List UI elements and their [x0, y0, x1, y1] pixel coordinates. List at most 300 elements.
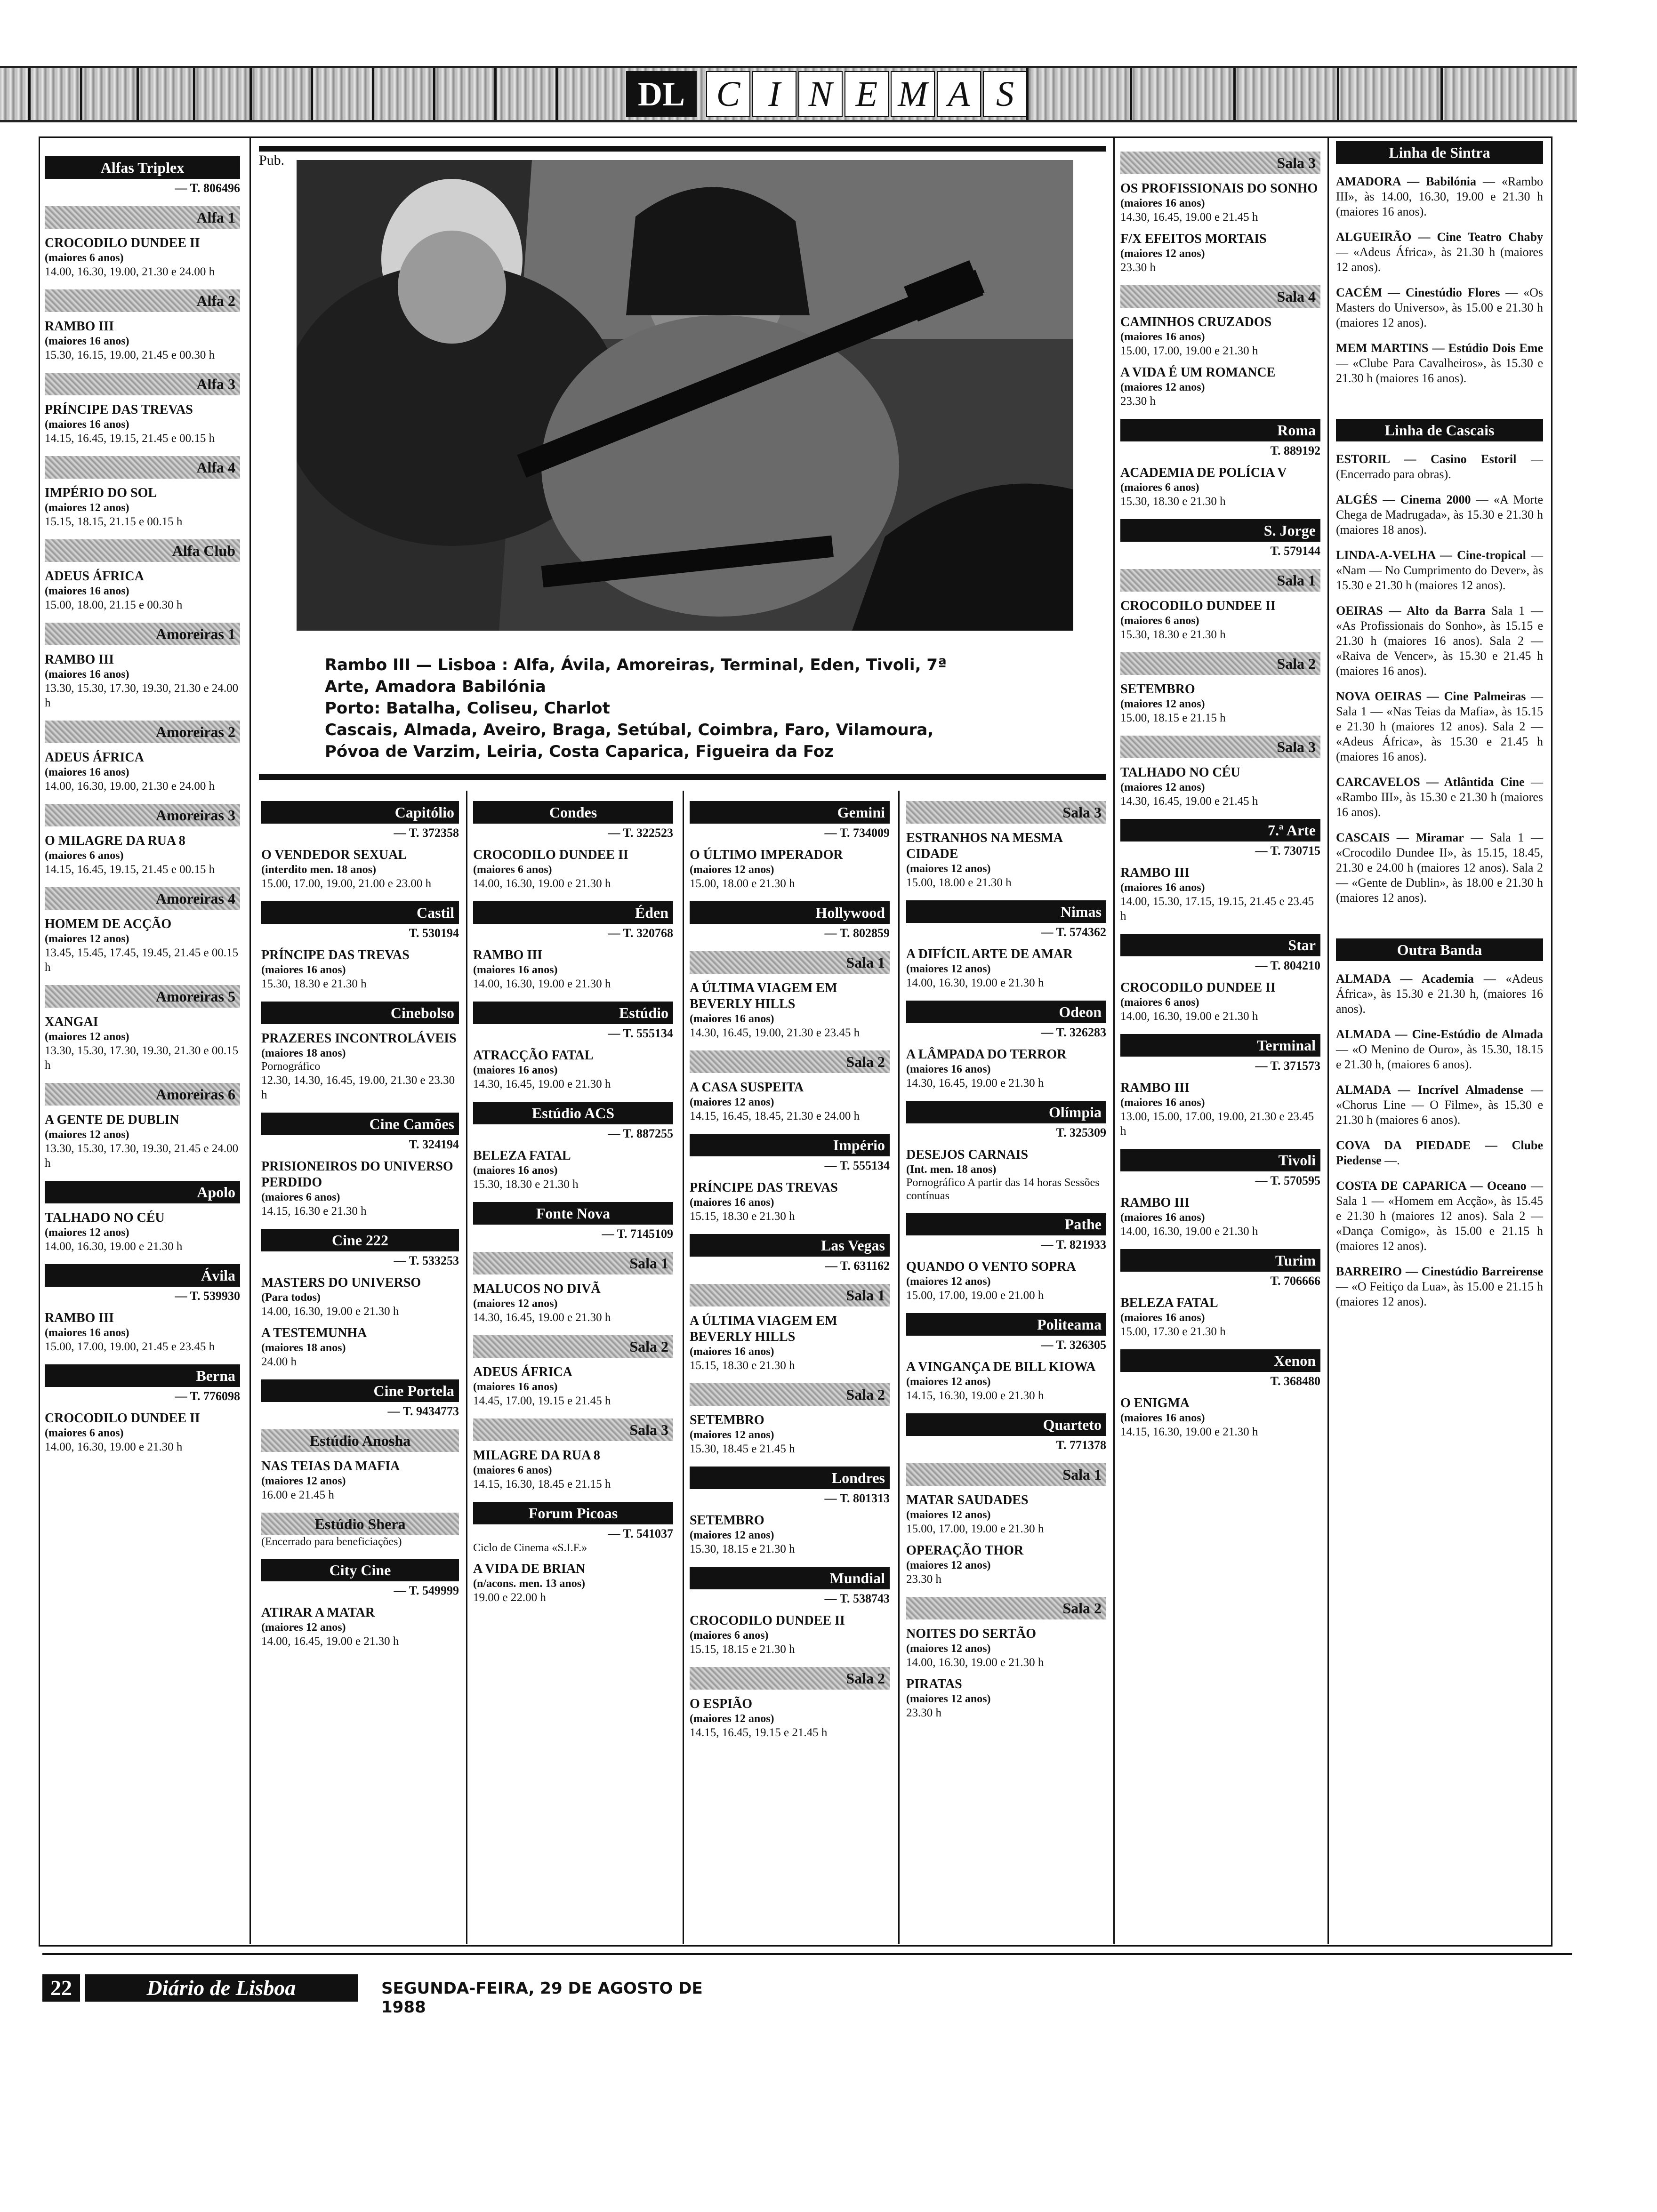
showtimes: 14.30, 16.45, 19.00, 21.30 e 23.45 h [690, 1026, 860, 1039]
rambo-promo [259, 141, 1106, 781]
venue-showing: — «Adeus África», às 21.30 h (maiores 12 anos). [1336, 245, 1543, 274]
section-letter: M [891, 71, 935, 117]
showtimes: 15.00, 18.00 e 21.30 h [690, 877, 795, 890]
cinema-phone: — T. 555134 [824, 1159, 890, 1172]
film-title: SETEMBRO [1120, 682, 1195, 697]
cinema-header: Forum Picoas [473, 1502, 673, 1524]
showtimes: 15.15, 18.15, 21.15 e 00.15 h [45, 515, 183, 528]
showtimes: 15.00, 18.15 e 21.15 h [1120, 712, 1226, 724]
film-title: OS PROFISSIONAIS DO SONHO [1120, 181, 1318, 196]
regional-entry [1336, 1138, 1543, 1168]
age-rating: (maiores 16 anos) [473, 964, 558, 976]
venue-name: LINDA-A-VELHA — Cine-tropical [1336, 548, 1526, 562]
age-rating: (maiores 16 anos) [1120, 882, 1205, 894]
room-header: Sala 3 [1120, 736, 1320, 758]
region-header: Linha de Cascais [1336, 419, 1543, 441]
room-header: Amoreiras 4 [45, 887, 240, 910]
showtimes: 14.00, 16.30, 19.00 e 21.30 h [1120, 1225, 1258, 1238]
masthead-rule [137, 68, 139, 120]
cinema-phone: T. 368480 [1270, 1374, 1320, 1388]
showtimes: 14.00, 16.30, 19.00 e 21.30 h [906, 977, 1044, 989]
venue-name: MEM MARTINS — Estúdio Dois Eme [1336, 341, 1543, 355]
cinema-header: Londres [690, 1467, 890, 1489]
section-letter: N [798, 71, 843, 117]
age-rating: (maiores 12 anos) [261, 1621, 346, 1634]
showtimes: 15.00, 18.00, 21.15 e 00.30 h [45, 599, 183, 611]
film-title: PRISIONEIROS DO UNIVERSO PERDIDO [261, 1159, 453, 1190]
age-rating: (interdito men. 18 anos) [261, 864, 376, 876]
age-rating: (maiores 12 anos) [45, 1226, 129, 1239]
film-photo-image [297, 160, 1073, 631]
column-rule [1327, 136, 1329, 1944]
cinema-phone: — T. 806496 [175, 181, 240, 195]
cinema-header: Quarteto [906, 1413, 1106, 1436]
section-title [706, 71, 1029, 117]
regional-entry [1336, 689, 1543, 764]
cinema-header: Mundial [690, 1567, 890, 1589]
venue-showing: — «Os Masters do Universo», às 15.00 e 21.30 h (maiores 12 anos). [1336, 286, 1544, 329]
cinema-phone: T. 889192 [1270, 444, 1320, 457]
masthead-rule [555, 68, 558, 120]
cinema-header: Star [1120, 934, 1320, 956]
age-rating: (maiores 12 anos) [906, 1275, 991, 1288]
film-title: SETEMBRO [690, 1413, 764, 1427]
cinema-phone: — T. 555134 [608, 1026, 673, 1040]
promo-caption [325, 654, 1087, 762]
regional-entry [1336, 603, 1543, 679]
masthead-rule [28, 68, 31, 120]
film-title: XANGAI [45, 1015, 98, 1029]
age-rating: (maiores 6 anos) [45, 850, 124, 862]
masthead-rule [193, 68, 195, 120]
venue-name: CARCAVELOS — Atlântida Cine [1336, 775, 1525, 789]
cinema-header: Nimas [906, 900, 1106, 923]
showtimes: 19.00 e 22.00 h [473, 1591, 546, 1604]
column-rule [683, 791, 684, 1944]
showtimes: 14.15, 16.45, 19.15, 21.45 e 00.15 h [45, 863, 215, 876]
venue-name: ESTORIL — Casino Estoril [1336, 452, 1517, 466]
cinema-phone: — T. 802859 [824, 926, 890, 940]
showtimes: 15.30, 18.30 e 21.30 h [473, 1178, 579, 1191]
showtimes: 15.00, 17.00, 19.00, 21.45 e 23.45 h [45, 1340, 215, 1353]
regional-entry [1336, 341, 1543, 386]
showtimes: 14.30, 16.45, 19.00 e 21.45 h [1120, 795, 1258, 808]
masthead-rule [1440, 68, 1443, 120]
showtimes: 15.00, 17.30 e 21.30 h [1120, 1325, 1226, 1338]
regional-entry [1336, 285, 1543, 330]
venue-name: ALGÉS — Cinema 2000 [1336, 493, 1471, 506]
age-rating: (maiores 16 anos) [1120, 197, 1205, 209]
cinema-header: Olímpia [906, 1101, 1106, 1123]
cinema-phone: — T. 9434773 [387, 1404, 459, 1418]
film-title: ADEUS ÁFRICA [45, 750, 144, 765]
age-rating: (maiores 6 anos) [690, 1629, 769, 1642]
age-rating: (maiores 16 anos) [1120, 1412, 1205, 1424]
cinema-header: Gemini [690, 801, 890, 824]
listing-column [473, 791, 673, 1605]
film-title: A VIDA É UM ROMANCE [1120, 365, 1276, 380]
showtimes: 14.00, 16.30, 19.00 e 21.30 h [1120, 1010, 1258, 1023]
film-title: A DIFÍCIL ARTE DE AMAR [906, 947, 1073, 962]
region-header: Outra Banda [1336, 938, 1543, 961]
age-rating: (maiores 12 anos) [906, 1509, 991, 1521]
regional-entry [1336, 492, 1543, 537]
showtimes: 14.00, 15.30, 17.15, 19.15, 21.45 e 23.45 h [1120, 895, 1314, 922]
showtimes: 15.00, 17.00, 19.00 e 21.30 h [1120, 345, 1258, 357]
film-title: MASTERS DO UNIVERSO [261, 1275, 421, 1290]
age-rating: (maiores 12 anos) [1120, 381, 1205, 393]
cinema-phone: — T. 804210 [1255, 959, 1320, 972]
showtimes: 14.00, 16.30, 19.00 e 21.30 h [261, 1305, 399, 1318]
showtimes: 23.30 h [906, 1573, 941, 1586]
regional-entry [1336, 452, 1543, 482]
region-header: Linha de Sintra [1336, 141, 1543, 164]
newspaper-name: Diário de Lisboa [85, 1974, 358, 2002]
showtimes: 15.30, 18.45 e 21.45 h [690, 1443, 795, 1455]
caption-line: Rambo III — Lisboa : Alfa, Ávila, Amoreiras, Terminal, Eden, Tivoli, 7ª [325, 656, 947, 674]
cinema-phone: T. 771378 [1056, 1438, 1106, 1452]
listing-column [45, 146, 240, 1454]
age-rating: (maiores 16 anos) [45, 668, 129, 681]
showtimes: 15.00, 17.00, 19.00 e 21.00 h [906, 1289, 1044, 1302]
section-letter: S [983, 71, 1027, 117]
room-header: Sala 3 [1120, 152, 1320, 174]
film-title: NAS TEIAS DA MAFIA [261, 1459, 400, 1474]
showtimes: 14.00, 16.30, 19.00 e 21.30 h [473, 877, 611, 890]
page-footer [42, 1974, 730, 2017]
cinema-header: Cine Camões [261, 1113, 459, 1135]
room-header: Sala 2 [690, 1667, 890, 1690]
venue-showing: — «Chorus Line — O Filme», às 15.30 e 21.30 h (maiores 6 anos). [1336, 1083, 1544, 1127]
room-header: Sala 3 [906, 801, 1106, 824]
film-title: PRÍNCIPE DAS TREVAS [45, 402, 193, 417]
film-title: A GENTE DE DUBLIN [45, 1113, 179, 1127]
cinema-phone: T. 325309 [1056, 1126, 1106, 1139]
film-title: ATRACÇÃO FATAL [473, 1048, 594, 1063]
cinema-phone: — T. 320768 [608, 926, 673, 940]
room-header: Amoreiras 5 [45, 985, 240, 1008]
age-rating: (maiores 16 anos) [690, 1346, 774, 1358]
age-rating: (maiores 16 anos) [906, 1063, 991, 1075]
film-title: PRÍNCIPE DAS TREVAS [261, 948, 410, 962]
room-header: Sala 4 [1120, 285, 1320, 308]
cinema-header: Politeama [906, 1313, 1106, 1336]
showtimes: 14.15, 16.45, 19.15 e 21.45 h [690, 1726, 828, 1739]
venue-showing: — «Clube Para Cavalheiros», às 15.30 e 21.30 h (maiores 16 anos). [1336, 356, 1543, 385]
room-header: Amoreiras 6 [45, 1083, 240, 1106]
age-rating: (maiores 16 anos) [1120, 1211, 1205, 1224]
age-rating: (maiores 12 anos) [690, 864, 774, 876]
room-header: Sala 2 [690, 1383, 890, 1406]
age-rating: (maiores 12 anos) [261, 1475, 346, 1487]
venue-name: CASCAIS — Miramar [1336, 831, 1464, 844]
age-rating: (n/acons. men. 13 anos) [473, 1578, 586, 1590]
room-header: Alfa Club [45, 539, 240, 562]
venue-showing: — Sala 1 — «Crocodilo Dundee II», às 15.15, 18.45, 21.30 e 24.00 h (maiores 12 anos). Sala 2 — «Gente de Dublin», às 18.00 e 21.30 h (maiores 12 anos). [1336, 831, 1544, 905]
masthead-rule [1233, 68, 1236, 120]
showtimes: 14.00, 16.30, 19.00 e 21.30 h [45, 1240, 183, 1253]
room-header: Sala 2 [1120, 652, 1320, 675]
showtimes: 14.00, 16.30, 19.00 e 21.30 h [473, 978, 611, 990]
age-rating: (maiores 12 anos) [45, 1031, 129, 1043]
film-title: O ESPIÃO [690, 1697, 753, 1711]
issue-date: SEGUNDA-FEIRA, 29 DE AGOSTO DE 1988 [381, 1979, 703, 2017]
cinema-phone: T. 706666 [1270, 1274, 1320, 1288]
film-title: RAMBO III [45, 1311, 114, 1325]
cinema-header: S. Jorge [1120, 519, 1320, 542]
column-rule [1113, 136, 1115, 1944]
showtimes: 23.30 h [1120, 261, 1156, 274]
showtimes: 13.30, 15.30, 17.30, 19.30, 21.30 e 00.15 h [45, 1044, 239, 1072]
cinema-phone: — T. 801313 [824, 1491, 890, 1505]
showtimes: 14.30, 16.45, 19.00 e 21.30 h [906, 1077, 1044, 1090]
age-rating: (maiores 6 anos) [473, 864, 552, 876]
showtimes: 24.00 h [261, 1355, 297, 1368]
age-rating: (maiores 6 anos) [45, 252, 124, 264]
regional-entry [1336, 1264, 1543, 1309]
room-header: Sala 1 [690, 1284, 890, 1306]
cinema-phone: — T. 549999 [394, 1584, 459, 1597]
film-title: A CASA SUSPEITA [690, 1080, 804, 1095]
age-rating: (maiores 16 anos) [45, 1327, 129, 1339]
venue-showing: — Sala 1 — «Nas Teias da Mafia», às 15.15 e 21.30 h (maiores 12 anos). Sala 2 — «Adeus África», às 15.30 e 21.45 h (maiores 16 anos). [1336, 689, 1543, 763]
cinema-header: Hollywood [690, 901, 890, 924]
cinema-phone: — T. 371573 [1255, 1059, 1320, 1073]
caption-line: Arte, Amadora Babilónia [325, 677, 546, 696]
column-rule [898, 791, 900, 1944]
film-title: RAMBO III [45, 652, 114, 667]
age-rating: (maiores 12 anos) [906, 1643, 991, 1655]
film-note: Pornográfico A partir das 14 horas Sessões contínuas [906, 1177, 1100, 1202]
showtimes: 14.45, 17.00, 19.15 e 21.45 h [473, 1395, 611, 1407]
room-header: Sala 2 [690, 1050, 890, 1073]
caption-line: Cascais, Almada, Aveiro, Braga, Setúbal, Coimbra, Faro, Vilamoura, [325, 721, 934, 739]
cinema-header: Xenon [1120, 1349, 1320, 1372]
showtimes: 14.15, 16.30, 19.00 e 21.30 h [1120, 1426, 1258, 1438]
venue-name: NOVA OEIRAS — Cine Palmeiras [1336, 689, 1526, 703]
showtimes: 23.30 h [1120, 395, 1156, 408]
film-title: RAMBO III [45, 319, 114, 334]
film-title: O ENIGMA [1120, 1396, 1190, 1411]
showtimes: 15.15, 18.30 e 21.30 h [690, 1210, 795, 1223]
film-title: RAMBO III [1120, 866, 1190, 880]
regional-entry [1336, 830, 1543, 906]
film-title: A ÚLTIMA VIAGEM EM BEVERLY HILLS [690, 981, 837, 1011]
venue-name: OEIRAS — Alto da Barra [1336, 604, 1486, 617]
caption-line: Póvoa de Varzim, Leiria, Costa Caparica, Figueira da Foz [325, 742, 834, 761]
cinema-header: Estúdio [473, 1002, 673, 1024]
cinema-header: Condes [473, 801, 673, 824]
cinema-header: Cinebolso [261, 1002, 459, 1024]
cinema-phone: — T. 326305 [1041, 1338, 1106, 1352]
room-header: Sala 2 [906, 1597, 1106, 1619]
film-title: A VINGANÇA DE BILL KIOWA [906, 1360, 1096, 1374]
venue-showing: — «O Feitiço da Lua», às 15.00 e 21.15 h (maiores 12 anos). [1336, 1280, 1543, 1308]
age-rating: (maiores 16 anos) [45, 335, 129, 347]
film-title: BELEZA FATAL [473, 1148, 571, 1163]
cinema-header: Império [690, 1134, 890, 1156]
venue-showing: Sala 1 — «As Profissionais do Sonho», às 15.15 e 21.30 h (maiores 16 anos). Sala 2 — «Raiva de Vencer», às 15.30 e 21.45 h (maiores 16 anos). [1336, 604, 1544, 678]
cinema-phone: — T. 7145109 [602, 1227, 673, 1241]
cinema-phone: — T. 372358 [394, 826, 459, 840]
cinema-header: Capitólio [261, 801, 459, 824]
showtimes: 14.00, 16.30, 19.00, 21.30 e 24.00 h [45, 265, 215, 278]
film-note: Pornográfico [261, 1060, 321, 1073]
age-rating: (maiores 18 anos) [261, 1047, 346, 1059]
film-title: CROCODILO DUNDEE II [1120, 980, 1276, 995]
showtimes: 15.30, 18.15 e 21.30 h [690, 1543, 795, 1555]
venue-showing: — «Nam — No Cumprimento do Dever», às 15.30 e 21.30 h (maiores 12 anos). [1336, 548, 1544, 592]
age-rating: (maiores 18 anos) [261, 1342, 346, 1354]
room-header: Estúdio Shera [261, 1513, 459, 1535]
cinema-phone: — T. 322523 [608, 826, 673, 840]
showtimes: 16.00 e 21.45 h [261, 1489, 334, 1501]
section-letter: E [845, 71, 889, 117]
regional-entry [1336, 230, 1543, 275]
film-title: CAMINHOS CRUZADOS [1120, 315, 1272, 329]
venue-name: CACÉM — Cinestúdio Flores [1336, 286, 1500, 299]
age-rating: (maiores 16 anos) [45, 418, 129, 431]
showtimes: 14.15, 16.30, 19.00 e 21.30 h [906, 1389, 1044, 1402]
age-rating: (maiores 16 anos) [1120, 331, 1205, 343]
cinema-phone: — T. 887255 [608, 1127, 673, 1140]
film-title: ATIRAR A MATAR [261, 1605, 375, 1620]
film-title: A ÚLTIMA VIAGEM EM BEVERLY HILLS [690, 1314, 837, 1344]
footer-rule [42, 1953, 1572, 1955]
showtimes: 15.30, 16.15, 19.00, 21.45 e 00.30 h [45, 349, 215, 361]
age-rating: (maiores 6 anos) [45, 1427, 124, 1439]
showtimes: 14.00, 16.45, 19.00 e 21.30 h [261, 1635, 399, 1648]
listing-column [690, 791, 890, 1740]
showtimes: 13.45, 15.45, 17.45, 19.45, 21.45 e 00.15 h [45, 946, 239, 974]
cinema-header: 7.ª Arte [1120, 819, 1320, 842]
film-photo [297, 160, 1073, 631]
age-rating: (maiores 16 anos) [473, 1164, 558, 1177]
showtimes: 14.15, 16.30, 18.45 e 21.15 h [473, 1478, 611, 1491]
cinema-header: Odeon [906, 1001, 1106, 1023]
section-letter: A [937, 71, 981, 117]
room-header: Alfa 1 [45, 206, 240, 229]
cinema-phone: T. 530194 [409, 926, 459, 940]
masthead-rule [1130, 68, 1132, 120]
room-header: Estúdio Anosha [261, 1429, 459, 1452]
cinema-phone: — T. 631162 [825, 1259, 890, 1273]
age-rating: (maiores 16 anos) [690, 1013, 774, 1025]
showtimes: 14.00, 16.30, 19.00 e 21.30 h [906, 1656, 1044, 1669]
room-header: Alfa 3 [45, 373, 240, 395]
showtimes: 23.30 h [906, 1707, 941, 1719]
masthead-rule [80, 68, 82, 120]
age-rating: (maiores 12 anos) [906, 963, 991, 975]
cinema-phone: — T. 538743 [824, 1592, 890, 1605]
age-rating: (maiores 12 anos) [1120, 698, 1205, 710]
age-rating: (maiores 6 anos) [1120, 996, 1199, 1009]
room-header: Sala 1 [1120, 569, 1320, 592]
age-rating: (maiores 16 anos) [473, 1064, 558, 1076]
showtimes: 15.00, 17.00, 19.00, 21.00 e 23.00 h [261, 877, 432, 890]
film-title: OPERAÇÃO THOR [906, 1543, 1024, 1558]
age-rating: (Int. men. 18 anos) [906, 1163, 997, 1176]
age-rating: (maiores 12 anos) [690, 1096, 774, 1108]
cinema-phone: — T. 541037 [608, 1527, 673, 1540]
cinema-phone: — T. 533253 [394, 1254, 459, 1267]
masthead-rule [1337, 68, 1339, 120]
age-rating: (maiores 12 anos) [473, 1298, 558, 1310]
film-title: RAMBO III [1120, 1081, 1190, 1095]
showtimes: 15.30, 18.30 e 21.30 h [1120, 495, 1226, 508]
age-rating: (maiores 16 anos) [45, 585, 129, 597]
cinema-phone: — T. 776098 [175, 1389, 240, 1403]
film-note: Ciclo de Cinema «S.I.F.» [473, 1542, 587, 1554]
cinema-header: Roma [1120, 419, 1320, 441]
showtimes: 14.15, 16.45, 19.15, 21.45 e 00.15 h [45, 432, 215, 445]
venue-name: COVA DA PIEDADE — Clube Piedense [1336, 1138, 1543, 1167]
age-rating: (maiores 6 anos) [1120, 481, 1199, 494]
film-title: ADEUS ÁFRICA [45, 569, 144, 584]
venue-showing: — «Rambo III», às 14.00, 16.30, 19.00 e 21.30 h (maiores 16 anos). [1336, 175, 1543, 218]
listing-column [906, 791, 1106, 1720]
showtimes: 13.30, 15.30, 17.30, 19.30, 21.30 e 24.00 h [45, 682, 239, 709]
film-title: A TESTEMUNHA [261, 1326, 367, 1340]
film-title: ACADEMIA DE POLÍCIA V [1120, 465, 1287, 480]
column-rule [466, 791, 467, 1944]
masthead-rule [249, 68, 252, 120]
age-rating: (maiores 12 anos) [45, 502, 129, 514]
room-header: Amoreiras 2 [45, 721, 240, 743]
age-rating: (maiores 12 anos) [1120, 248, 1205, 260]
cinema-phone: — T. 539930 [175, 1289, 240, 1303]
column-rule [249, 136, 251, 1944]
film-title: QUANDO O VENTO SOPRA [906, 1259, 1076, 1274]
venue-name: ALMADA — Cine-Estúdio de Almada [1336, 1027, 1543, 1041]
showtimes: 13.00, 15.00, 17.00, 19.00, 21.30 e 23.45 h [1120, 1110, 1314, 1138]
room-header: Sala 1 [690, 951, 890, 974]
film-title: CROCODILO DUNDEE II [473, 848, 628, 862]
age-rating: (maiores 12 anos) [690, 1429, 774, 1441]
film-note: (Encerrado para beneficiações) [261, 1536, 402, 1548]
showtimes: 14.30, 16.45, 19.00 e 21.30 h [473, 1311, 611, 1324]
pub-label: Pub. [259, 152, 285, 168]
age-rating: (maiores 6 anos) [261, 1191, 340, 1203]
showtimes: 15.30, 18.30 e 21.30 h [261, 978, 367, 990]
cinema-header: Castil [261, 901, 459, 924]
film-title: MALUCOS NO DIVÃ [473, 1282, 601, 1296]
venue-name: AMADORA — Babilónia [1336, 175, 1477, 188]
film-title: DESEJOS CARNAIS [906, 1147, 1029, 1162]
showtimes: 14.00, 16.30, 19.00, 21.30 e 24.00 h [45, 780, 215, 793]
film-title: O ÚLTIMO IMPERADOR [690, 848, 843, 862]
venue-showing: — «Rambo III», às 15.30 e 21.30 h (maiores 16 anos). [1336, 775, 1543, 819]
cinema-phone: — T. 326283 [1041, 1026, 1106, 1039]
listing-column [261, 791, 459, 1649]
cinema-header: Berna [45, 1364, 240, 1387]
age-rating: (maiores 16 anos) [473, 1381, 558, 1393]
film-title: TALHADO NO CÉU [45, 1210, 165, 1225]
room-header: Sala 1 [906, 1463, 1106, 1486]
film-title: ADEUS ÁFRICA [473, 1365, 572, 1379]
cinema-header: Turim [1120, 1249, 1320, 1272]
cinema-phone: — T. 570595 [1255, 1174, 1320, 1187]
showtimes: 14.15, 16.45, 18.45, 21.30 e 24.00 h [690, 1110, 860, 1122]
cinema-header: Estúdio ACS [473, 1102, 673, 1124]
age-rating: (maiores 12 anos) [45, 933, 129, 945]
film-title: PRÍNCIPE DAS TREVAS [690, 1180, 838, 1195]
regional-entry [1336, 1178, 1543, 1254]
cinema-phone: — T. 730715 [1255, 844, 1320, 858]
film-title: PRAZERES INCONTROLÁVEIS [261, 1031, 457, 1046]
film-title: ESTRANHOS NA MESMA CIDADE [906, 831, 1062, 861]
venue-showing: — Sala 1 — «Homem em Acção», às 15.45 e 21.30 h (maiores 12 anos). Sala 2 — «Dança Comigo», às 15.00 e 21.15 h (maiores 12 anos). [1336, 1179, 1544, 1253]
